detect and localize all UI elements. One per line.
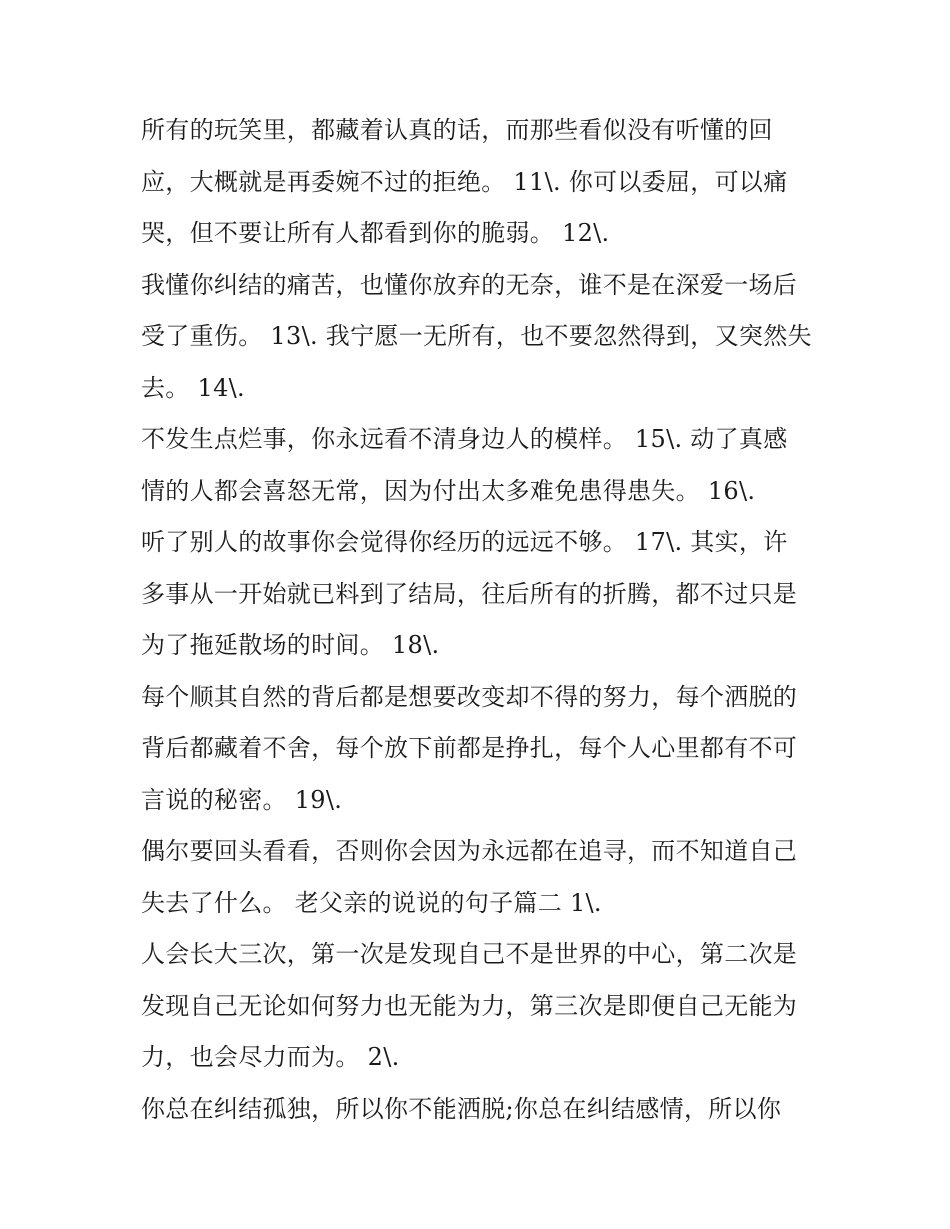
text-line: 哭，但不要让所有人都看到你的脆弱。 12\. xyxy=(141,219,610,247)
text-line: 情的人都会喜怒无常，因为付出太多难免患得患失。 16\. xyxy=(141,476,756,505)
document-body xyxy=(141,105,817,1135)
text-line: 我懂你纠结的痛苦，也懂你放弃的无奈，谁不是在深爱一场后 xyxy=(141,270,798,299)
text-line: 失去了什么。 老父亲的说说的句子篇二 1\. xyxy=(141,888,602,917)
text-line: 为了拖延散场的时间。 18\. xyxy=(141,631,440,659)
text-line: 每个顺其自然的背后都是想要改变却不得的努力，每个洒脱的 xyxy=(141,682,798,711)
text-line: 发现自己无论如何努力也无能为力，第三次是即便自己无能为 xyxy=(141,991,798,1020)
text-line: 多事从一开始就已料到了结局，往后所有的折腾，都不过只是 xyxy=(141,579,798,608)
text-line: 所有的玩笑里，都藏着认真的话，而那些看似没有听懂的回 xyxy=(141,116,773,144)
text-line: 不发生点烂事，你永远看不清身边人的模样。 15\. 动了真感 xyxy=(141,425,788,453)
text-line: 言说的秘密。 19\. xyxy=(141,785,343,814)
text-line: 背后都藏着不舍，每个放下前都是挣扎，每个人心里都有不可 xyxy=(141,734,798,762)
text-line: 力，也会尽力而为。 2\. xyxy=(141,1043,400,1071)
text-line: 人会长大三次，第一次是发现自己不是世界的中心，第二次是 xyxy=(141,940,798,968)
text-line: 受了重伤。 13\. 我宁愿一无所有，也不要忽然得到，又突然失 xyxy=(141,322,812,350)
text-line: 应，大概就是再委婉不过的拒绝。 11\. 你可以委屈，可以痛 xyxy=(141,167,788,196)
text-line: 听了别人的故事你会觉得你经历的远远不够。 17\. 其实，许 xyxy=(141,528,788,556)
text-line: 偶尔要回头看看，否则你会因为永远都在追寻，而不知道自己 xyxy=(141,837,798,865)
text-line: 你总在纠结孤独，所以你不能洒脱;你总在纠结感情，所以你 xyxy=(141,1094,782,1123)
text-line: 去。 14\. xyxy=(141,373,245,402)
